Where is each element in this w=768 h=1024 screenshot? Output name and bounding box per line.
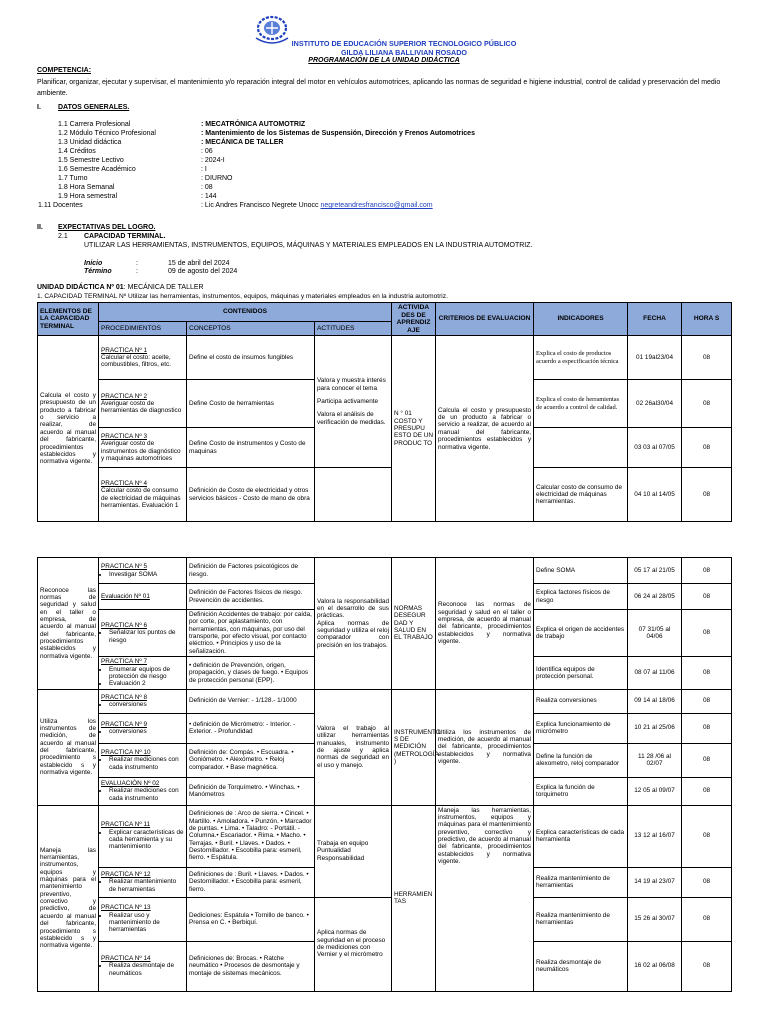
actividad-cell: NORMAS DESEGUR DAD Y SALUD EN EL TRABAJO xyxy=(392,558,436,690)
concepto-cell: Definición de Torquímetro. • Winchas. • Manómetros xyxy=(187,777,315,805)
general-data-key: 1.4 Créditos xyxy=(58,148,96,155)
actitudes-cell: Trabaja en equipo Puntualidad Responsabilidad xyxy=(315,805,392,897)
general-data-list xyxy=(38,121,738,211)
general-data-value: : MECÁNICA DE TALLER xyxy=(201,139,284,146)
elemento-cell: Reconoce las normas de seguridad y salud en el taller o empresa, de acuerdo al manual del fabricante, procedimientos establecidos y normativa vigente. xyxy=(38,558,99,690)
general-data-key: 1.1 Carrera Profesional xyxy=(58,121,131,128)
horas-cell: 08 xyxy=(682,336,732,380)
horas-cell: 08 xyxy=(682,610,732,657)
actitudes-cell: Aplica normas de seguridad en el proceso de mediciones con Vernier y el micrómetro xyxy=(315,897,392,991)
indicador-cell: Identifica equipos de protección personal. xyxy=(534,657,628,689)
table-row xyxy=(38,897,732,941)
concepto-cell: Definición de: Compás. • Escuadra. • Goniómetro. • Alexómetro. • Reloj comparador. • Base magnética. xyxy=(187,743,315,777)
procedimiento-text: Averiguar costo de herramientas de diagnostico xyxy=(101,400,182,415)
procedimiento-cell xyxy=(99,941,187,991)
header-elementos: ELEMENTOS DE LA CAPACIDAD TERMINAL xyxy=(38,303,99,336)
concepto-cell: Dediciones: Espátula • Tornillo de banco. • Prensa en C. • Berbiquí. xyxy=(187,897,315,941)
procedimiento-item: • Señalizar los puntos de riesgo xyxy=(109,629,184,644)
horas-cell: 08 xyxy=(682,657,732,689)
actitudes-cell xyxy=(315,468,392,522)
indicador-cell: Realiza conversiones xyxy=(534,689,628,713)
general-data-row xyxy=(58,121,738,130)
fecha-cell: 03 03 al 07/05 xyxy=(628,428,682,468)
general-data-value: : 144 xyxy=(201,193,217,200)
indicador-cell: Define SOMA xyxy=(534,558,628,584)
institute-name-2: GILDA LILIANA BALLIVIAN ROSADO xyxy=(340,48,468,57)
unidad-title xyxy=(37,284,204,292)
unidad-title-rest: : MECÁNICA DE TALLER xyxy=(123,284,204,291)
header-contenidos: CONTENIDOS xyxy=(99,303,392,322)
inicio-value: 15 de abril del 2024 xyxy=(168,260,230,267)
datos-title: DATOS GENERALES. xyxy=(58,104,130,111)
actitud-item: Valora el trabajo al utilizar herramientas manuales, instrumento de ajuste y aplica normas de seguridad en el uso y manejo. xyxy=(317,725,389,769)
general-data-value: : I xyxy=(201,166,207,173)
procedimiento-list xyxy=(109,878,184,893)
fecha-cell: 01 19al23/04 xyxy=(628,336,682,380)
procedimiento-list xyxy=(109,571,184,578)
procedimiento-item: • Realiza desmontaje de neumáticos xyxy=(109,962,184,977)
inicio-label: Inicio xyxy=(84,260,103,267)
procedimiento-text: Calcular el costo: aceite, combustibles, filtros, etc. xyxy=(101,354,171,369)
practica-label: PRACTICA Nº 13 xyxy=(101,904,151,912)
practica-label: PRACTICA Nº 11 xyxy=(101,821,151,829)
fecha-cell: 04 10 al 14/05 xyxy=(628,468,682,522)
fecha-cell: 15 26 al 30/07 xyxy=(628,897,682,941)
horas-cell: 08 xyxy=(682,380,732,428)
practica-label: Evaluación Nº 01 xyxy=(101,592,150,600)
procedimiento-cell xyxy=(99,468,187,522)
fecha-cell: 05 17 al 21/05 xyxy=(628,558,682,584)
capacidad-num: 2.1 xyxy=(58,233,68,240)
actividad-cell: INSTRUMENTO S DE MEDICIÓN (METROLOGÍA ) xyxy=(392,689,436,805)
practica-label: PRACTICA Nº 1 xyxy=(101,346,148,354)
horas-cell: 08 xyxy=(682,805,732,867)
horas-cell: 08 xyxy=(682,584,732,610)
fecha-cell: 08 07 al 11/06 xyxy=(628,657,682,689)
practica-label: PRACTICA Nº 8 xyxy=(101,693,148,701)
procedimiento-list xyxy=(109,666,184,688)
expectativas-num: II. xyxy=(37,224,43,231)
general-data-row xyxy=(38,202,738,211)
procedimiento-list xyxy=(109,728,184,735)
procedimiento-cell xyxy=(99,380,187,428)
general-data-key: 1.11 Docentes xyxy=(38,202,83,209)
procedimiento-list xyxy=(109,912,184,934)
general-data-value: : 06 xyxy=(201,148,213,155)
horas-cell: 08 xyxy=(682,713,732,743)
actitud-item: Valora y muestra interés para conocer el tema xyxy=(317,377,386,392)
concepto-cell: Definición de Costo de electricidad y otros servicios básicos - Costo de mano de obra xyxy=(187,468,315,522)
general-data-row xyxy=(58,139,738,148)
fecha-cell: 14 19 al 23/07 xyxy=(628,867,682,897)
general-data-value: : Mantenimiento de los Sistemas de Suspensión, Dirección y Frenos Automotrices xyxy=(201,130,475,137)
programming-table-1 xyxy=(37,302,731,522)
indicador-cell: Explica el costo de productos acuerdo a especificación técnica xyxy=(534,336,628,380)
fecha-cell: 12 05 al 09/07 xyxy=(628,777,682,805)
procedimiento-cell xyxy=(99,777,187,805)
general-data-row xyxy=(58,193,738,202)
indicador-cell: Realiza mantenimiento de herramientas xyxy=(534,867,628,897)
procedimiento-list xyxy=(109,787,184,802)
unidad-title-bold: UNIDAD DIDÁCTICA Nº 01 xyxy=(37,284,124,291)
horas-cell: 08 xyxy=(682,897,732,941)
concepto-cell: Definición Accidentes de trabajo: por caída, por corte, por aplastamiento, con herramientas, con máquinas, por uso del transporte, por efecto visual, por contacto eléctrico. • Principios y uso de la señalización. xyxy=(187,610,315,657)
procedimiento-item: • Investigar SOMA xyxy=(109,571,184,578)
table-row xyxy=(38,336,732,380)
concepto-cell: Definición de Vernier: - 1/128.- 1/1000 xyxy=(187,689,315,713)
indicador-cell: Realiza mantenimiento de herramientas xyxy=(534,897,628,941)
concepto-cell: Define el costo de insumos fungibles xyxy=(187,336,315,380)
procedimiento-cell xyxy=(99,805,187,867)
general-data-value: : 2024-I xyxy=(201,157,225,164)
general-data-value: : 08 xyxy=(201,184,213,191)
procedimiento-cell xyxy=(99,584,187,610)
concepto-cell: Definición de Factores físicos de riesgo. Prevención de accidentes. xyxy=(187,584,315,610)
fecha-cell: 09 14 al 18/06 xyxy=(628,689,682,713)
procedimiento-list xyxy=(109,629,184,644)
procedimiento-cell xyxy=(99,428,187,468)
indicador-cell xyxy=(534,428,628,468)
procedimiento-cell xyxy=(99,336,187,380)
procedimiento-item: • conversiones xyxy=(109,728,184,735)
indicador-cell: Explica el origen de accidentes de trabajo xyxy=(534,610,628,657)
indicador-cell: Explica la función de torquimetro xyxy=(534,777,628,805)
practica-label: PRACTICA Nº 14 xyxy=(101,955,151,963)
concepto-cell: • definición de Micrómetro: - Interior. - Exterior. - Profundidad xyxy=(187,713,315,743)
capacidad-title: CAPACIDAD TERMINAL. xyxy=(84,233,166,240)
header-fecha: FECHA xyxy=(628,303,682,336)
procedimiento-list xyxy=(109,756,184,771)
concepto-cell: Definiciones de : Arco de sierra. • Cincel. • Martillo. • Amoladora. • Punzón. • Marcador de puntas. • Lima. • Taladro: - Portátil. -Columna.• Escariador. • Rima. • Macho. • Terrajas. • Buril. • Llaves. • Dados. • Destornillador. • Escobilla para: esmeril, fierro. • Espátula. xyxy=(187,805,315,867)
procedimiento-item: • Explicar características de cada herramienta y su mantenimiento xyxy=(109,829,184,851)
header-actividades: ACTIVIDA DES DE APRENDIZ AJE xyxy=(392,303,436,336)
general-data-key: 1.5 Semestre Lectivo xyxy=(58,157,124,164)
datos-num: I. xyxy=(37,104,41,111)
header-horas: HORA S xyxy=(682,303,732,336)
procedimiento-item: • Realizar mediciones con cada instrumento xyxy=(109,756,184,771)
page-header xyxy=(0,8,768,57)
fecha-cell: 06 24 al 28/05 xyxy=(628,584,682,610)
procedimiento-item: • conversiones xyxy=(109,701,184,708)
docente-email[interactable]: negreteandresfrancisco@gmail.com xyxy=(320,202,433,209)
capacidad-text: UTILIZAR LAS HERRAMIENTAS, INSTRUMENTOS, EQUIPOS, MÁQUINAS Y MATERIALES EMPLEADOS EN LA INDUSTRIA AUTOMOTRIZ. xyxy=(84,242,533,249)
termino-value: 09 de agosto del 2024 xyxy=(168,268,238,275)
general-data-key: 1.7 Turno xyxy=(58,175,88,182)
elemento-cell: Utiliza los instrumentos de medición, de acuerdo al manual del fabricante, procedimiento s establecido s y normativa vigente. xyxy=(38,689,99,805)
actitud-item: Participa activamente xyxy=(317,398,379,406)
actitud-item: Valora la responsabilidad en el desarrollo de sus prácticas. xyxy=(317,597,389,620)
header-actitudes: ACTITUDES xyxy=(315,321,392,336)
termino-sep: : xyxy=(136,268,138,275)
table-row xyxy=(38,468,732,522)
procedimiento-cell xyxy=(99,713,187,743)
indicador-cell: Realiza desmontaje de neumáticos xyxy=(534,941,628,991)
horas-cell: 08 xyxy=(682,558,732,584)
program-title: PROGRAMACIÓN DE LA UNIDAD DIDÁCTICA xyxy=(308,57,460,64)
criterio-cell: Maneja las herramientas, instrumentos, equipos y máquinas para el mantenimiento preventivo, correctivo y predictivo, de acuerdo al manual del fabricante, procedimientos establecidos y normativa vigente. xyxy=(436,805,534,991)
concepto-cell: Definiciones de: Brocas. • Ratche neumático • Procesos de desmontaje y montaje de sistemas mecánicos. xyxy=(187,941,315,991)
elemento-cell: Calcula el costo y presupuesto de un producto a fabricar o servicio a realizar, de acuerdo al manual del fabricante, procedimientos establecidos y normativa vigente. xyxy=(38,336,99,522)
criterio-cell: Utiliza los instrumentos de medición, de acuerdo al manual del fabricante, procedimientos establecidos y normativa vigente. xyxy=(436,689,534,805)
procedimiento-item: • Realizar uso y mantenimiento de herramientas xyxy=(109,912,184,934)
procedimiento-item: • Enumerar equipos de protección de riesgo xyxy=(109,666,184,681)
general-data-row xyxy=(58,148,738,157)
fecha-cell: 16 02 al 06/08 xyxy=(628,941,682,991)
practica-label: PRACTICA Nº 2 xyxy=(101,392,148,400)
actividad-cell: N ° 01 COSTO Y PRESUPU ESTO DE UN PRODUC TO xyxy=(392,336,436,522)
indicador-cell: Explica factores físicos de riesgo xyxy=(534,584,628,610)
practica-label: PRACTICA Nº 10 xyxy=(101,749,151,757)
practica-label: PRACTICA Nº 12 xyxy=(101,871,151,879)
practica-label: PRACTICA Nº 9 xyxy=(101,720,148,728)
practica-label: PRACTICA Nº 4 xyxy=(101,480,148,488)
fecha-cell: 10 21 al 25/06 xyxy=(628,713,682,743)
concepto-cell: Definiciones de : Buril. • Llaves. • Dados. • Destornillador. • Escobilla para: esmeril, fierro. xyxy=(187,867,315,897)
header-conceptos: CONCEPTOS xyxy=(187,321,315,336)
actividad-cell: HERRAMIEN TAS xyxy=(392,805,436,991)
expectativas-title: EXPECTATIVAS DEL LOGRO. xyxy=(58,224,156,231)
procedimiento-cell xyxy=(99,867,187,897)
procedimiento-cell xyxy=(99,558,187,584)
general-data-row xyxy=(58,157,738,166)
table-row xyxy=(38,558,732,584)
procedimiento-cell xyxy=(99,897,187,941)
horas-cell: 08 xyxy=(682,428,732,468)
practica-label: PRACTICA Nº 7 xyxy=(101,658,148,666)
capacidad-terminal-line: 1. CAPACIDAD TERMINAL Nº Utilizar las herramientas, instrumentos, equipos, máquinas y materiales empleados en la industria automotriz. xyxy=(37,293,448,300)
concepto-cell: Define Costo de herramientas xyxy=(187,380,315,428)
criterio-cell: Calcula el costo y presupuesto de un producto a fabricar o servicio a realizar, de acuerdo al manual del fabricante, procedimientos establecidos y normativa vigente. xyxy=(436,336,534,522)
general-data-row xyxy=(58,175,738,184)
general-data-key: 1.6 Semestre Académico xyxy=(58,166,136,173)
actitudes-cell xyxy=(315,689,392,805)
concepto-cell: • definición de Prevención, origen, propagación, y clases de fuego. • Equipos de protección personal (EPP). xyxy=(187,657,315,689)
procedimiento-text: Averiguar costo de instrumentos de diagnóstico y maquinas automotrices xyxy=(101,440,181,463)
general-data-key: 1.9 Hora semestral xyxy=(58,193,118,200)
procedimiento-item: • Evaluación 2 xyxy=(109,680,184,687)
general-data-key: 1.8 Hora Semanal xyxy=(58,184,115,191)
competencia-text: Planificar, organizar, ejecutar y supervisar, el mantenimiento y/o reparación integral del motor en vehículos automotrices, aplicando las normas de seguridad e higiene industrial, control de calidad y preservación del medio ambiente. xyxy=(37,79,721,97)
procedimiento-cell xyxy=(99,610,187,657)
concepto-cell: Define Costo de instrumentos y Costo de maquinas xyxy=(187,428,315,468)
practica-label: PRACTICA Nº 5 xyxy=(101,563,148,571)
indicador-cell: Calcular costo de consumo de electricidad de máquinas herramientas. xyxy=(534,468,628,522)
general-data-row xyxy=(58,130,738,139)
actitudes-cell xyxy=(315,336,392,468)
horas-cell: 08 xyxy=(682,867,732,897)
actitudes-cell xyxy=(315,558,392,690)
procedimiento-list xyxy=(109,829,184,851)
general-data-key: 1.2 Módulo Técnico Profesional xyxy=(58,130,156,137)
docente-name: : Lic Andres Francisco Negrete Unocc xyxy=(201,202,321,209)
horas-cell: 08 xyxy=(682,777,732,805)
header-criterios: CRITERIOS DE EVALUACION xyxy=(436,303,534,336)
general-data-value: : DIURNO xyxy=(201,175,233,182)
inicio-sep: : xyxy=(136,260,138,267)
general-data-row xyxy=(58,166,738,175)
header-procedimientos: PROCEDIMIENTOS xyxy=(99,321,187,336)
procedimiento-cell xyxy=(99,689,187,713)
indicador-cell: Explica características de cada herramienta xyxy=(534,805,628,867)
procedimiento-list xyxy=(109,701,184,708)
elemento-cell: Maneja las herramientas, instrumentos, equipos y máquinas para el mantenimiento preventivo, correctivo y predictivo, de acuerdo al manual del fabricante, procedimiento s establecido s y normativa vigente. xyxy=(38,805,99,991)
practica-label: PRACTICA Nº 6 xyxy=(101,622,148,630)
indicador-cell: Define la función de alexometro, reloj comparador xyxy=(534,743,628,777)
procedimiento-cell xyxy=(99,743,187,777)
institute-name: INSTITUTO DE EDUCACIÓN SUPERIOR TECNOLOGICO PÚBLICO xyxy=(291,39,517,48)
general-data-row xyxy=(58,184,738,193)
fecha-cell: 02 26al30/04 xyxy=(628,380,682,428)
general-data-value xyxy=(201,202,738,211)
indicador-cell: Explica el costo de herramientas de acuerdo a control de calidad. xyxy=(534,380,628,428)
termino-label: Término xyxy=(84,268,112,275)
procedimiento-item: • Realizar mediciones con cada instrumento xyxy=(109,787,184,802)
practica-label: PRACTICA Nº 3 xyxy=(101,433,148,441)
procedimiento-text: Calcular costo de consumo de electricidad de máquinas herramientas. Evaluación 1 xyxy=(101,487,181,510)
practica-label: EVALUACIÓN Nº 02 xyxy=(101,780,160,788)
header-indicadores: INDICADORES xyxy=(534,303,628,336)
fecha-cell: 13 12 al 16/07 xyxy=(628,805,682,867)
concepto-cell: Definición de Factores psicológicos de riesgo. xyxy=(187,558,315,584)
horas-cell: 08 xyxy=(682,689,732,713)
table-row xyxy=(38,689,732,713)
horas-cell: 08 xyxy=(682,468,732,522)
actitud-item: Aplica normas de seguridad y utiliza el reloj comparador con precisión en los trabajos. xyxy=(317,619,389,649)
competencia-label: COMPETENCIA: xyxy=(37,67,92,74)
fecha-cell: 07 31/05 al 04/06 xyxy=(628,610,682,657)
horas-cell: 08 xyxy=(682,941,732,991)
procedimiento-item: • Realizar mantenimiento de herramientas xyxy=(109,878,184,893)
fecha-cell: 11 28 /06 al 02/07 xyxy=(628,743,682,777)
criterio-cell: Reconoce las normas de seguridad y salud en el taller o empresa, de acuerdo al manual del fabricante, procedimientos establecidos y normativa vigente. xyxy=(436,558,534,690)
procedimiento-cell xyxy=(99,657,187,689)
indicador-cell: Explica funcionamiento de micrómetro xyxy=(534,713,628,743)
general-data-key: 1.3 Unidad didáctica xyxy=(58,139,122,146)
actitud-item: Valora el análisis de verificación de medidas. xyxy=(317,411,386,426)
horas-cell: 08 xyxy=(682,743,732,777)
programming-table-2 xyxy=(37,557,731,992)
general-data-value: : MECATRÓNICA AUTOMOTRIZ xyxy=(201,121,306,128)
procedimiento-list xyxy=(109,962,184,977)
table-row xyxy=(38,805,732,867)
